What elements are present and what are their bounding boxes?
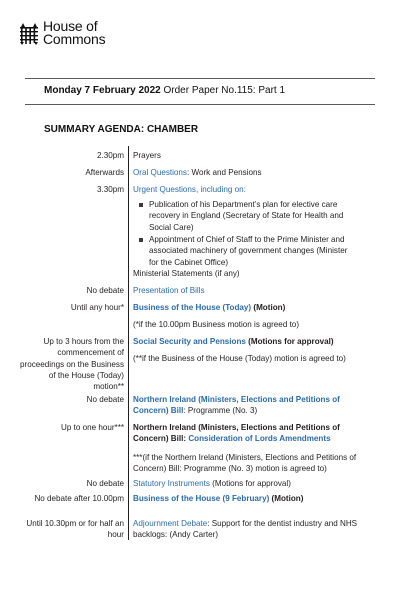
item-prayers: Prayers xyxy=(133,151,161,160)
ni-lords-separator: : xyxy=(183,434,189,444)
time-ni-lords: Up to one hour*** xyxy=(61,423,124,432)
item-oral-questions xyxy=(133,167,363,178)
item-business-today xyxy=(133,302,363,313)
time-oral-questions: Afterwards xyxy=(85,168,124,177)
time-statutory-instruments: No debate xyxy=(86,479,124,488)
social-security-type: (Motions for approval) xyxy=(245,337,334,346)
urgent-question-1: Publication of his Department’s plan for elective care recovery in England (Secretary of State for Health and Social Care) xyxy=(149,200,344,232)
heading-divider xyxy=(25,104,375,105)
oral-questions-department: : Work and Pensions xyxy=(186,168,262,177)
business-9-february-link[interactable]: Business of the House (9 February) xyxy=(133,494,270,503)
business-today-type: (Motion) xyxy=(251,303,286,312)
house-of-commons-logo xyxy=(19,20,105,46)
item-business-9-february xyxy=(133,493,363,504)
statutory-instruments-link[interactable]: Statutory Instruments xyxy=(133,479,210,488)
item-statutory-instruments xyxy=(133,478,363,489)
time-urgent-questions: 3.30pm xyxy=(97,185,124,194)
order-paper-date: Monday 7 February 2022 xyxy=(44,85,161,96)
logo-line-2: Commons xyxy=(43,31,106,47)
adjournment-debate-link[interactable]: Adjournment Debate xyxy=(133,519,208,528)
ministerial-statements: Ministerial Statements (if any) xyxy=(133,269,240,278)
order-paper-heading xyxy=(44,85,285,96)
bullet-icon xyxy=(139,203,143,207)
time-adjournment: Until 10.30pm or for half an hour xyxy=(26,519,124,540)
ni-lords-note: ***(if the Northern Ireland (Ministers, Elections and Petitions of Concern) Bill: Programme (No. 3) motion is agreed to) xyxy=(133,453,357,474)
adjournment-topic: : Support for the dentist industry and NHS backlogs: (Andy Carter) xyxy=(133,519,358,540)
time-social-security: Up to 3 hours from the commencement of proceedings on the Business of the House (Today) motion** xyxy=(20,337,124,392)
top-divider xyxy=(25,78,375,79)
item-ni-programme xyxy=(133,394,363,417)
business-9-february-type: (Motion) xyxy=(269,494,304,503)
time-presentation-of-bills: No debate xyxy=(86,286,124,295)
social-security-note: (**if the Business of the House (Today) motion is agreed to) xyxy=(133,354,346,363)
item-adjournment xyxy=(133,518,363,541)
statutory-instruments-type: (Motions for approval) xyxy=(209,479,291,488)
item-social-security xyxy=(133,336,363,347)
business-today-link[interactable]: Business of the House (Today) xyxy=(133,303,252,312)
lords-amendments-link[interactable]: Consideration of Lords Amendments xyxy=(188,434,331,444)
oral-questions-link[interactable]: Oral Questions xyxy=(133,168,187,177)
portcullis-icon xyxy=(19,22,39,46)
presentation-of-bills-link[interactable]: Presentation of Bills xyxy=(133,286,205,295)
urgent-questions-link[interactable]: Urgent Questions, including on: xyxy=(133,185,246,194)
summary-agenda-title: SUMMARY AGENDA: CHAMBER xyxy=(44,124,199,135)
business-today-note: (*if the 10.00pm Business motion is agreed to) xyxy=(133,320,300,329)
bullet-icon xyxy=(139,238,143,242)
time-business-today: Until any hour* xyxy=(70,303,124,312)
ni-lords-bill-title: Northern Ireland (Ministers, Elections and Petitions of Concern) Bill xyxy=(133,423,340,444)
order-paper-number: Order Paper No.115: Part 1 xyxy=(160,85,286,96)
ni-programme-text: : Programme (No. 3) xyxy=(183,406,258,416)
ni-bill-link[interactable]: Northern Ireland (Ministers, Elections and Petitions of Concern) Bill xyxy=(133,395,340,416)
logo-line-1: House of xyxy=(43,18,98,34)
agenda-vertical-rule xyxy=(128,146,129,540)
time-ni-programme: No debate xyxy=(86,395,124,404)
item-ni-lords xyxy=(133,422,363,445)
time-business-9-february: No debate after 10.00pm xyxy=(34,494,124,503)
urgent-question-2: Appointment of Chief of Staff to the Prime Minister and associated machinery of government changes (Minister for the Cabinet Office) xyxy=(149,235,348,267)
social-security-link[interactable]: Social Security and Pensions xyxy=(133,337,246,346)
time-prayers: 2.30pm xyxy=(97,151,124,160)
